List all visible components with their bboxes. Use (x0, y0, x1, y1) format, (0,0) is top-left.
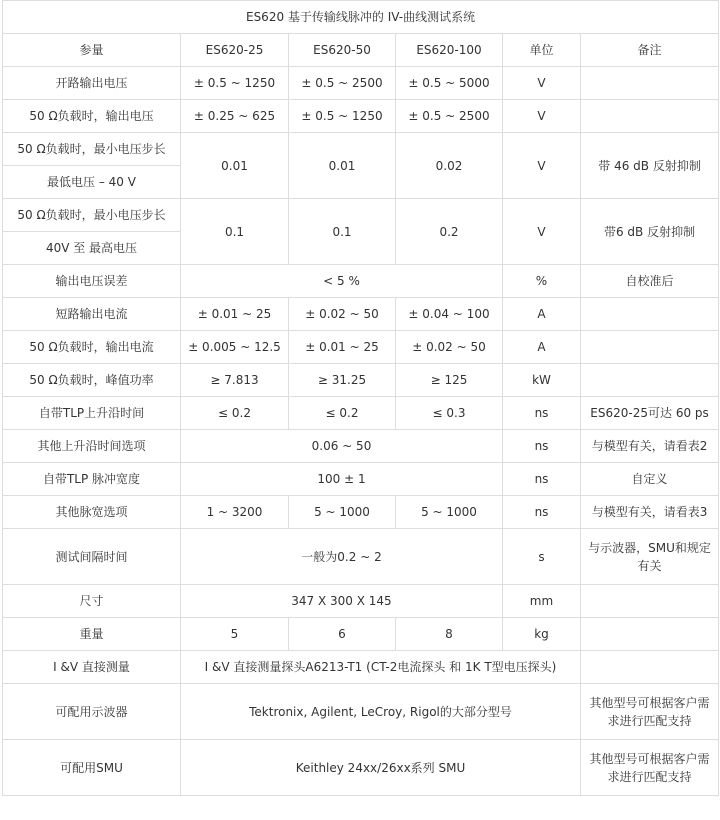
cell-value: 0.06 ~ 50 (181, 430, 503, 463)
row-label: 尺寸 (3, 585, 181, 618)
cell-value: < 5 % (181, 265, 503, 298)
row-label: 自带TLP上升沿时间 (3, 397, 181, 430)
table-row (3, 618, 719, 651)
cell-value: ± 0.01 ~ 25 (289, 331, 396, 364)
spec-table (2, 0, 719, 796)
cell-unit: s (503, 529, 581, 585)
cell-note (581, 331, 719, 364)
header-es620-25: ES620-25 (181, 34, 289, 67)
cell-note: 自校准后 (581, 265, 719, 298)
row-label: 50 Ω负载时，最小电压步长 (3, 133, 181, 166)
cell-unit: mm (503, 585, 581, 618)
cell-unit: V (503, 199, 581, 265)
cell-value: Tektronix, Agilent, LeCroy, Rigol的大部分型号 (181, 684, 581, 740)
row-label: 可配用示波器 (3, 684, 181, 740)
table-row (3, 496, 719, 529)
table-row (3, 740, 719, 796)
row-label: 最低电压 – 40 V (3, 166, 181, 199)
cell-note: 与示波器，SMU和规定有关 (581, 529, 719, 585)
cell-unit: V (503, 100, 581, 133)
cell-value: ≥ 125 (396, 364, 503, 397)
header-es620-50: ES620-50 (289, 34, 396, 67)
cell-value: ± 0.5 ~ 2500 (289, 67, 396, 100)
table-row (3, 100, 719, 133)
cell-value: 6 (289, 618, 396, 651)
cell-value: ≤ 0.2 (289, 397, 396, 430)
row-label: 自带TLP 脉冲宽度 (3, 463, 181, 496)
cell-value: ± 0.02 ~ 50 (396, 331, 503, 364)
table-row (3, 331, 719, 364)
table-row (3, 585, 719, 618)
header-note: 备注 (581, 34, 719, 67)
cell-unit: ns (503, 463, 581, 496)
row-label: 开路输出电压 (3, 67, 181, 100)
cell-value: 0.01 (289, 133, 396, 199)
cell-value: 0.02 (396, 133, 503, 199)
row-label: 重量 (3, 618, 181, 651)
header-es620-100: ES620-100 (396, 34, 503, 67)
cell-value: ≤ 0.3 (396, 397, 503, 430)
table-row (3, 463, 719, 496)
cell-value: ± 0.5 ~ 5000 (396, 67, 503, 100)
cell-note (581, 298, 719, 331)
cell-value: ± 0.01 ~ 25 (181, 298, 289, 331)
cell-unit: A (503, 298, 581, 331)
row-label: I &V 直接测量 (3, 651, 181, 684)
cell-note: 与模型有关，请看表2 (581, 430, 719, 463)
cell-note: 带6 dB 反射抑制 (581, 199, 719, 265)
table-row (3, 199, 719, 232)
cell-note: 带 46 dB 反射抑制 (581, 133, 719, 199)
cell-value: 0.2 (396, 199, 503, 265)
cell-value: 0.01 (181, 133, 289, 199)
cell-note (581, 585, 719, 618)
cell-note: ES620-25可达 60 ps (581, 397, 719, 430)
cell-note (581, 364, 719, 397)
cell-value: 100 ± 1 (181, 463, 503, 496)
cell-unit: A (503, 331, 581, 364)
cell-note: 其他型号可根据客户需求进行匹配支持 (581, 684, 719, 740)
cell-value: 8 (396, 618, 503, 651)
row-label: 测试间隔时间 (3, 529, 181, 585)
row-label: 其他脉宽选项 (3, 496, 181, 529)
cell-value: 0.1 (181, 199, 289, 265)
cell-value: 5 ~ 1000 (396, 496, 503, 529)
header-row (3, 34, 719, 67)
cell-unit: ns (503, 430, 581, 463)
cell-value: ± 0.005 ~ 12.5 (181, 331, 289, 364)
cell-note: 其他型号可根据客户需求进行匹配支持 (581, 740, 719, 796)
table-row (3, 430, 719, 463)
cell-unit: kW (503, 364, 581, 397)
cell-unit: % (503, 265, 581, 298)
row-label: 输出电压误差 (3, 265, 181, 298)
header-param: 参量 (3, 34, 181, 67)
cell-value: 0.1 (289, 199, 396, 265)
cell-unit: V (503, 67, 581, 100)
row-label: 40V 至 最高电压 (3, 232, 181, 265)
cell-value: ≤ 0.2 (181, 397, 289, 430)
cell-value: ± 0.02 ~ 50 (289, 298, 396, 331)
cell-unit: V (503, 133, 581, 199)
cell-note (581, 67, 719, 100)
cell-value: ± 0.04 ~ 100 (396, 298, 503, 331)
cell-unit: ns (503, 397, 581, 430)
table-row (3, 529, 719, 585)
row-label: 50 Ω负载时，峰值功率 (3, 364, 181, 397)
table-title: ES620 基于传输线脉冲的 IV-曲线测试系统 (3, 1, 719, 34)
row-label: 50 Ω负载时，最小电压步长 (3, 199, 181, 232)
row-label: 50 Ω负载时，输出电流 (3, 331, 181, 364)
cell-value: 5 (181, 618, 289, 651)
row-label: 短路输出电流 (3, 298, 181, 331)
cell-note (581, 618, 719, 651)
cell-value: Keithley 24xx/26xx系列 SMU (181, 740, 581, 796)
cell-note (581, 651, 719, 684)
cell-value: ± 0.5 ~ 1250 (181, 67, 289, 100)
table-row (3, 684, 719, 740)
cell-note: 与模型有关，请看表3 (581, 496, 719, 529)
cell-value: I &V 直接测量探头A6213-T1 (CT-2电流探头 和 1K T型电压探头) (181, 651, 581, 684)
table-row (3, 67, 719, 100)
cell-value: 347 X 300 X 145 (181, 585, 503, 618)
row-label: 其他上升沿时间选项 (3, 430, 181, 463)
cell-note: 自定义 (581, 463, 719, 496)
cell-value: ± 0.5 ~ 1250 (289, 100, 396, 133)
header-unit: 单位 (503, 34, 581, 67)
table-row (3, 265, 719, 298)
table-row (3, 133, 719, 166)
cell-note (581, 100, 719, 133)
table-row (3, 651, 719, 684)
row-label: 50 Ω负载时，输出电压 (3, 100, 181, 133)
cell-value: ± 0.25 ~ 625 (181, 100, 289, 133)
cell-unit: kg (503, 618, 581, 651)
cell-value: 一般为0.2 ~ 2 (181, 529, 503, 585)
table-row (3, 298, 719, 331)
table-row (3, 364, 719, 397)
cell-value: ± 0.5 ~ 2500 (396, 100, 503, 133)
row-label: 可配用SMU (3, 740, 181, 796)
cell-value: 5 ~ 1000 (289, 496, 396, 529)
cell-value: ≥ 31.25 (289, 364, 396, 397)
cell-unit: ns (503, 496, 581, 529)
cell-value: ≥ 7.813 (181, 364, 289, 397)
cell-value: 1 ~ 3200 (181, 496, 289, 529)
table-row (3, 397, 719, 430)
